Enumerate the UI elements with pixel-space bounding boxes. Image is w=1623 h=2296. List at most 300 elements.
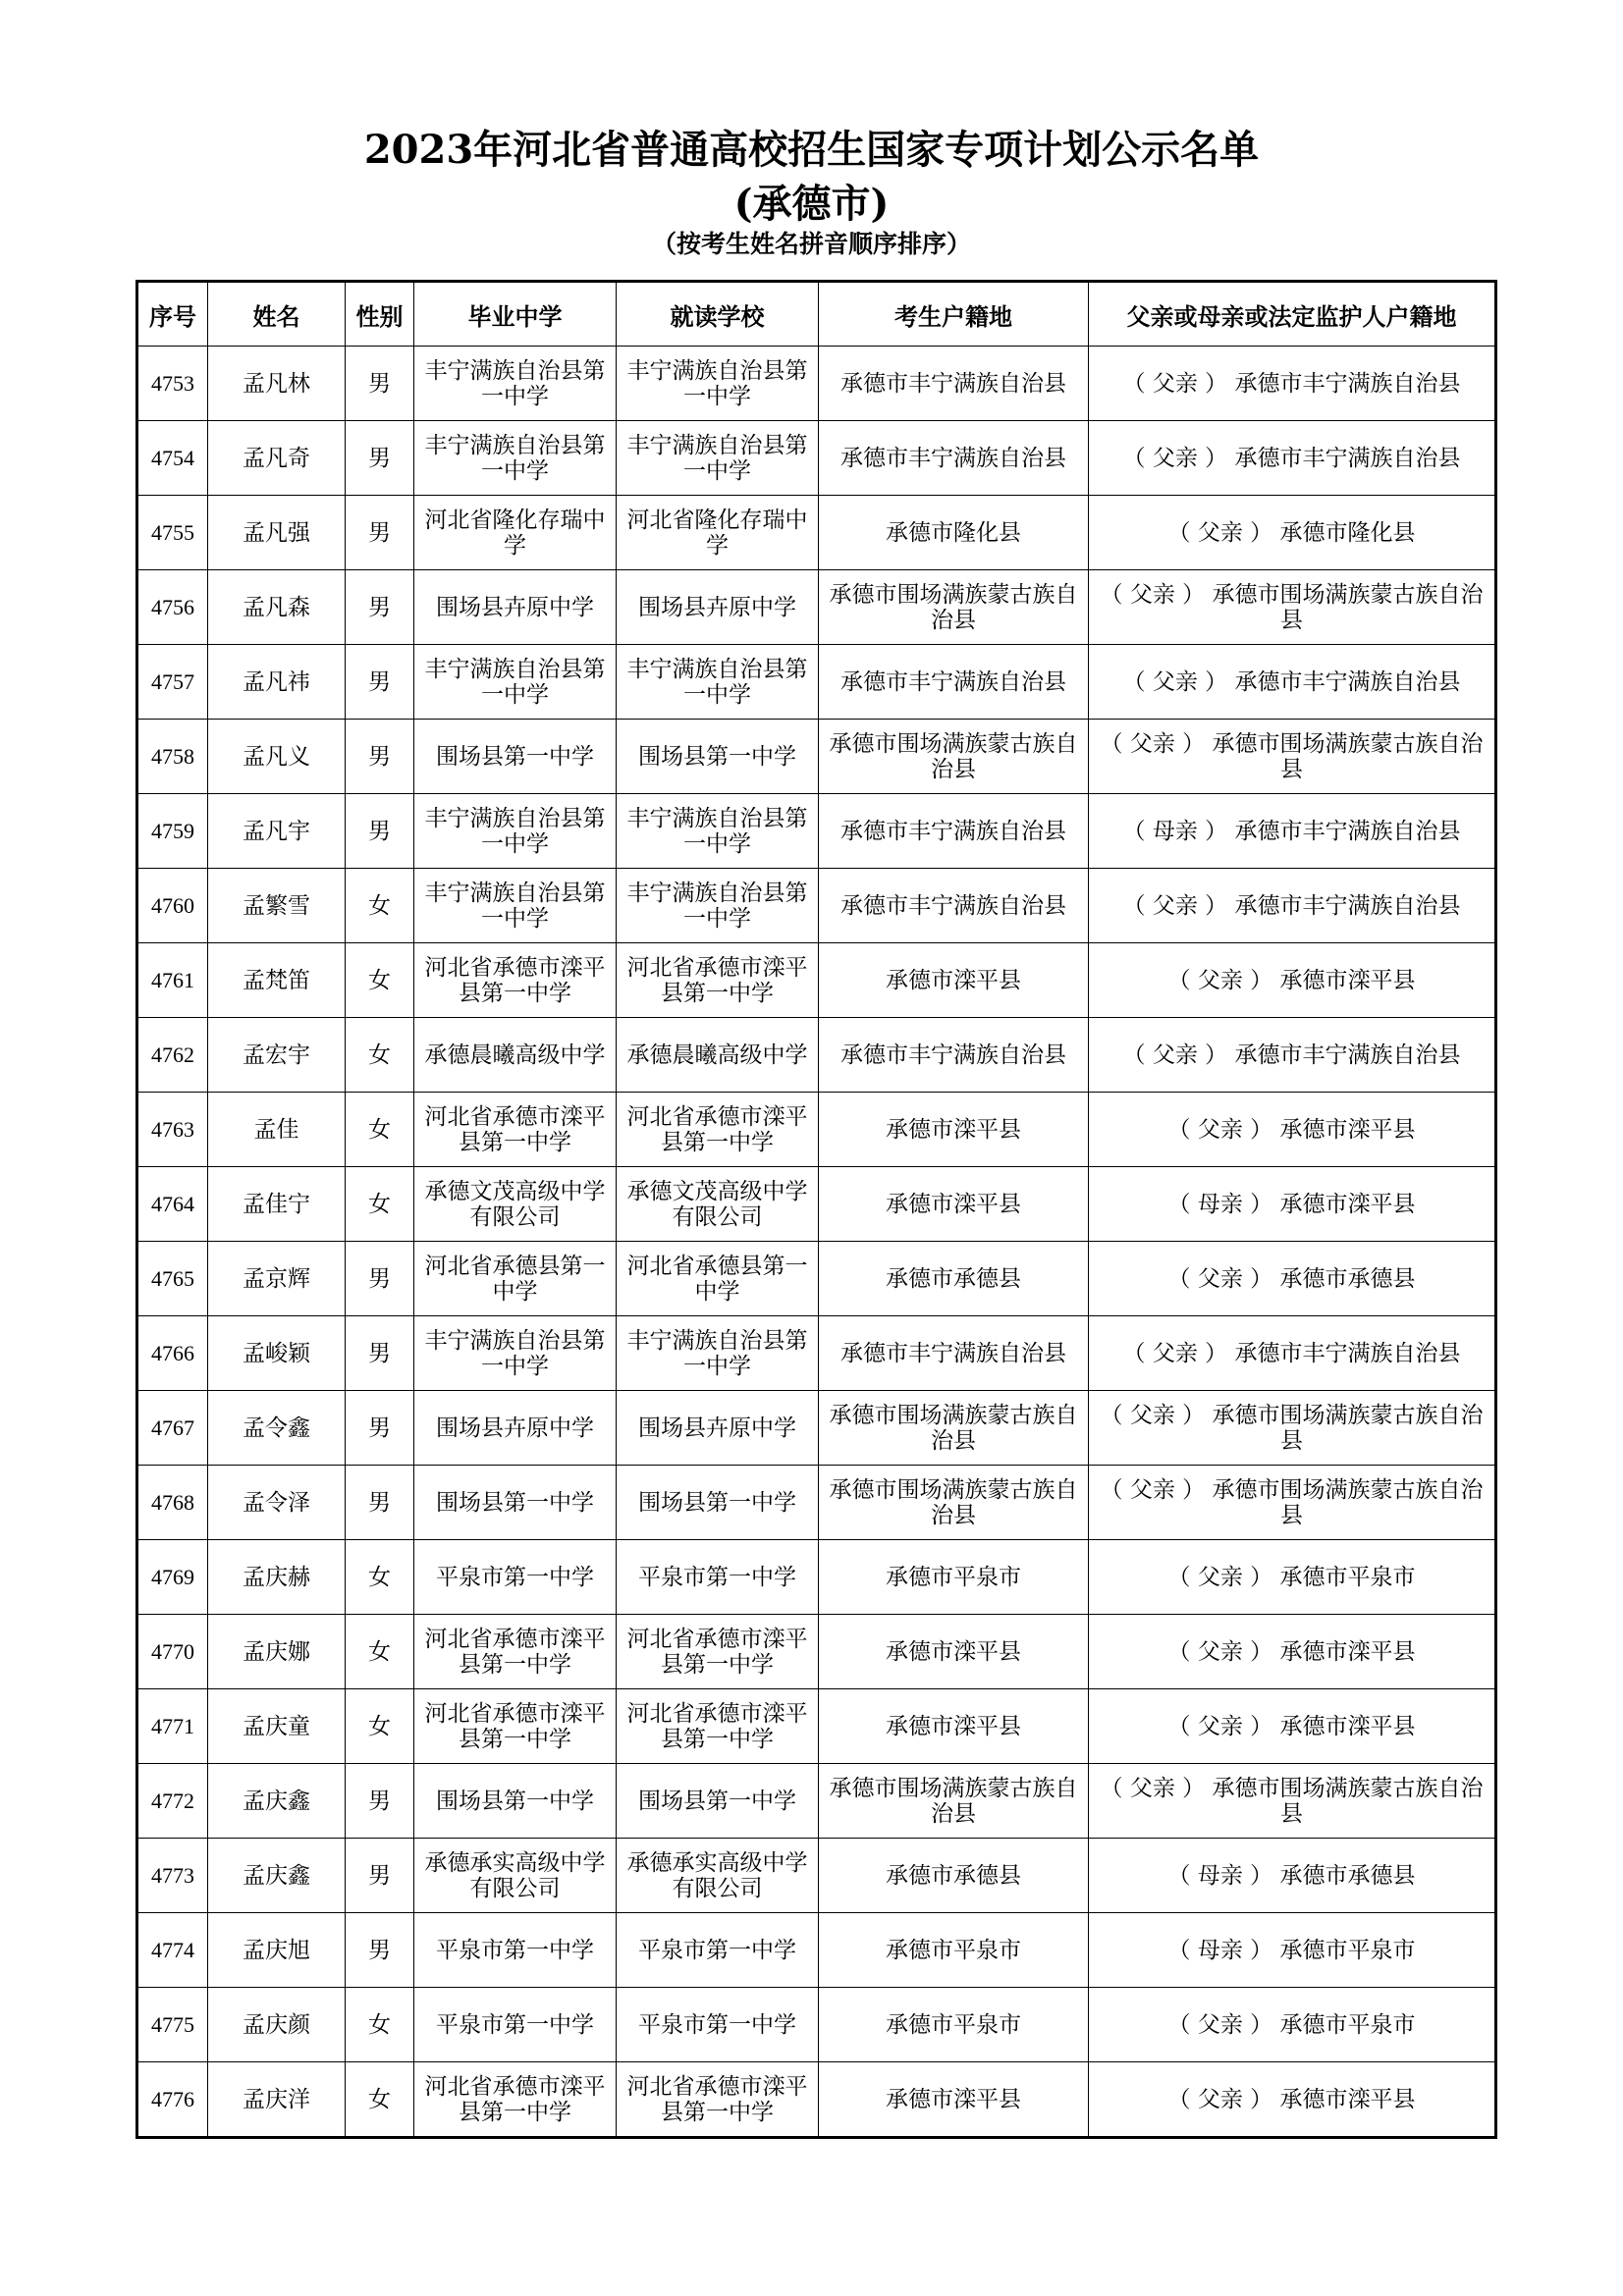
name-cell <box>208 1764 346 1839</box>
serial-cell <box>137 1316 208 1391</box>
column-header-guardian-hukou: 父亲或母亲或法定监护人户籍地 <box>1089 282 1496 347</box>
student-hukou-cell <box>819 794 1089 869</box>
name-cell <box>208 1988 346 2062</box>
serial-cell <box>137 794 208 869</box>
name-cell <box>208 1018 346 1093</box>
column-header-gender: 性别 <box>346 282 414 347</box>
current-school-cell <box>617 347 819 421</box>
table-row <box>137 570 1496 645</box>
guardian-hukou-cell-text: （ 父亲 ） 承德市丰宁满族自治县 <box>1122 1340 1461 1366</box>
table-row <box>137 1913 1496 1988</box>
table-row <box>137 1540 1496 1615</box>
guardian-hukou-cell <box>1089 645 1496 720</box>
graduation-school-cell <box>414 1764 617 1839</box>
name-cell <box>208 1316 346 1391</box>
student-hukou-cell-text: 承德市围场满族蒙古族自治县 <box>829 730 1078 782</box>
serial-cell <box>137 943 208 1018</box>
guardian-hukou-cell-text: （ 父亲 ） 承德市围场满族蒙古族自治县 <box>1100 1476 1484 1528</box>
name-cell-text: 孟凡奇 <box>243 445 310 471</box>
graduation-school-cell-text: 河北省承德县第一中学 <box>424 1253 606 1305</box>
graduation-school-cell-text: 平泉市第一中学 <box>436 2011 594 2038</box>
name-cell <box>208 1689 346 1764</box>
graduation-school-cell-text: 河北省承德市滦平县第一中学 <box>424 1626 606 1678</box>
name-cell-text: 孟庆娜 <box>243 1638 310 1665</box>
graduation-school-cell-text: 平泉市第一中学 <box>436 1937 594 1963</box>
table-row <box>137 1839 1496 1913</box>
gender-cell <box>346 421 414 496</box>
current-school-cell-text: 围场县第一中学 <box>638 1489 796 1516</box>
guardian-hukou-cell-text: （ 父亲 ） 承德市围场满族蒙古族自治县 <box>1100 1402 1484 1454</box>
gender-cell-text: 女 <box>368 2011 391 2038</box>
name-cell <box>208 645 346 720</box>
graduation-school-cell <box>414 1466 617 1540</box>
serial-cell-text: 4758 <box>151 743 194 769</box>
graduation-school-cell <box>414 1615 617 1689</box>
serial-cell-text: 4766 <box>151 1340 194 1365</box>
table-header-row <box>137 282 1496 347</box>
current-school-cell <box>617 645 819 720</box>
graduation-school-cell-text: 丰宁满族自治县第一中学 <box>424 805 606 857</box>
name-cell-text: 孟庆童 <box>243 1713 310 1739</box>
student-hukou-cell <box>819 1167 1089 1242</box>
current-school-cell-text: 承德晨曦高级中学 <box>626 1041 808 1068</box>
student-hukou-cell-text: 承德市丰宁满族自治县 <box>840 1340 1066 1366</box>
current-school-cell <box>617 869 819 943</box>
guardian-hukou-cell-text: （ 父亲 ） 承德市围场满族蒙古族自治县 <box>1100 1775 1484 1827</box>
guardian-hukou-cell-text: （ 父亲 ） 承德市滦平县 <box>1167 967 1416 993</box>
gender-cell-text: 女 <box>368 1116 391 1143</box>
student-hukou-cell <box>819 1316 1089 1391</box>
serial-cell-text: 4757 <box>151 668 194 694</box>
name-cell <box>208 1391 346 1466</box>
table-row <box>137 943 1496 1018</box>
serial-cell-text: 4760 <box>151 892 194 918</box>
current-school-cell <box>617 1839 819 1913</box>
gender-cell <box>346 1316 414 1391</box>
graduation-school-cell <box>414 1093 617 1167</box>
name-cell-text: 孟宏宇 <box>243 1041 310 1068</box>
student-hukou-cell <box>819 1093 1089 1167</box>
serial-cell <box>137 1913 208 1988</box>
serial-cell <box>137 1391 208 1466</box>
guardian-hukou-cell-text: （ 父亲 ） 承德市丰宁满族自治县 <box>1122 668 1461 695</box>
graduation-school-cell <box>414 1540 617 1615</box>
guardian-hukou-cell <box>1089 570 1496 645</box>
table-body <box>137 347 1496 2138</box>
student-hukou-cell <box>819 869 1089 943</box>
guardian-hukou-cell <box>1089 1167 1496 1242</box>
guardian-hukou-cell <box>1089 794 1496 869</box>
current-school-cell-text: 丰宁满族自治县第一中学 <box>626 880 808 932</box>
serial-cell-text: 4761 <box>151 967 194 992</box>
guardian-hukou-cell-text: （ 父亲 ） 承德市滦平县 <box>1167 2086 1416 2112</box>
graduation-school-cell-text: 围场县卉原中学 <box>436 594 594 620</box>
current-school-cell-text: 平泉市第一中学 <box>638 1564 796 1590</box>
gender-cell-text: 男 <box>368 1489 391 1516</box>
graduation-school-cell-text: 围场县第一中学 <box>436 1788 594 1814</box>
gender-cell-text: 女 <box>368 1191 391 1217</box>
column-header-student-hukou: 考生户籍地 <box>819 282 1089 347</box>
gender-cell-text: 女 <box>368 1713 391 1739</box>
serial-cell <box>137 347 208 421</box>
serial-cell-text: 4762 <box>151 1041 194 1067</box>
guardian-hukou-cell <box>1089 1764 1496 1839</box>
current-school-cell-text: 承德承实高级中学有限公司 <box>626 1849 808 1901</box>
guardian-hukou-cell-text: （ 母亲 ） 承德市丰宁满族自治县 <box>1122 818 1461 844</box>
current-school-cell <box>617 1391 819 1466</box>
student-hukou-cell <box>819 1540 1089 1615</box>
graduation-school-cell-text: 河北省隆化存瑞中学 <box>424 507 606 559</box>
gender-cell <box>346 1093 414 1167</box>
guardian-hukou-cell-text: （ 父亲 ） 承德市滦平县 <box>1167 1713 1416 1739</box>
serial-cell <box>137 1764 208 1839</box>
name-cell <box>208 1913 346 1988</box>
gender-cell <box>346 2062 414 2138</box>
serial-cell-text: 4764 <box>151 1191 194 1216</box>
graduation-school-cell-text: 围场县第一中学 <box>436 1489 594 1516</box>
table-row <box>137 1764 1496 1839</box>
graduation-school-cell-text: 围场县第一中学 <box>436 743 594 770</box>
graduation-school-cell <box>414 421 617 496</box>
current-school-cell <box>617 1018 819 1093</box>
serial-cell <box>137 1988 208 2062</box>
guardian-hukou-cell-text: （ 母亲 ） 承德市平泉市 <box>1167 1937 1416 1963</box>
current-school-cell <box>617 2062 819 2138</box>
column-header-name: 姓名 <box>208 282 346 347</box>
name-cell <box>208 794 346 869</box>
student-hukou-cell-text: 承德市丰宁满族自治县 <box>840 1041 1066 1068</box>
student-hukou-cell-text: 承德市滦平县 <box>886 967 1021 993</box>
current-school-cell-text: 围场县第一中学 <box>638 743 796 770</box>
graduation-school-cell-text: 丰宁满族自治县第一中学 <box>424 357 606 409</box>
student-hukou-cell-text: 承德市滦平县 <box>886 2086 1021 2112</box>
gender-cell <box>346 720 414 794</box>
name-cell <box>208 1167 346 1242</box>
graduation-school-cell <box>414 869 617 943</box>
table-row <box>137 2062 1496 2138</box>
name-cell-text: 孟凡义 <box>243 743 310 770</box>
student-hukou-cell <box>819 1689 1089 1764</box>
gender-cell-text: 男 <box>368 445 391 471</box>
student-hukou-cell <box>819 570 1089 645</box>
name-cell-text: 孟庆颜 <box>243 2011 310 2038</box>
student-list-table <box>135 280 1497 2139</box>
gender-cell-text: 男 <box>368 1340 391 1366</box>
name-cell <box>208 1242 346 1316</box>
gender-cell-text: 女 <box>368 892 391 919</box>
guardian-hukou-cell <box>1089 869 1496 943</box>
table-row <box>137 421 1496 496</box>
serial-cell-text: 4771 <box>151 1713 194 1738</box>
current-school-cell-text: 河北省承德市滦平县第一中学 <box>626 1700 808 1752</box>
serial-cell <box>137 1018 208 1093</box>
gender-cell-text: 男 <box>368 668 391 695</box>
table-row <box>137 1167 1496 1242</box>
name-cell-text: 孟令泽 <box>243 1489 310 1516</box>
graduation-school-cell-text: 河北省承德市滦平县第一中学 <box>424 954 606 1006</box>
gender-cell-text: 男 <box>368 1788 391 1814</box>
guardian-hukou-cell-text: （ 父亲 ） 承德市平泉市 <box>1167 2011 1416 2038</box>
gender-cell <box>346 1913 414 1988</box>
name-cell-text: 孟庆鑫 <box>243 1862 310 1889</box>
graduation-school-cell <box>414 720 617 794</box>
graduation-school-cell <box>414 1018 617 1093</box>
serial-cell-text: 4767 <box>151 1415 194 1440</box>
table-row <box>137 1988 1496 2062</box>
current-school-cell <box>617 421 819 496</box>
current-school-cell <box>617 1988 819 2062</box>
gender-cell-text: 女 <box>368 2086 391 2112</box>
column-header-current-school: 就读学校 <box>617 282 819 347</box>
gender-cell <box>346 1615 414 1689</box>
guardian-hukou-cell <box>1089 1018 1496 1093</box>
graduation-school-cell-text: 河北省承德市滦平县第一中学 <box>424 1103 606 1155</box>
student-hukou-cell <box>819 720 1089 794</box>
serial-cell-text: 4774 <box>151 1937 194 1962</box>
name-cell-text: 孟佳宁 <box>243 1191 310 1217</box>
gender-cell <box>346 1242 414 1316</box>
table-row <box>137 1242 1496 1316</box>
graduation-school-cell-text: 丰宁满族自治县第一中学 <box>424 1327 606 1379</box>
name-cell-text: 孟梵笛 <box>243 967 310 993</box>
graduation-school-cell-text: 河北省承德市滦平县第一中学 <box>424 2073 606 2125</box>
gender-cell-text: 男 <box>368 818 391 844</box>
guardian-hukou-cell-text: （ 父亲 ） 承德市围场满族蒙古族自治县 <box>1100 730 1484 782</box>
gender-cell-text: 男 <box>368 743 391 770</box>
serial-cell-text: 4765 <box>151 1265 194 1291</box>
student-hukou-cell-text: 承德市隆化县 <box>886 519 1021 546</box>
name-cell <box>208 1093 346 1167</box>
student-hukou-cell <box>819 347 1089 421</box>
graduation-school-cell <box>414 347 617 421</box>
serial-cell <box>137 1689 208 1764</box>
student-hukou-cell <box>819 1466 1089 1540</box>
gender-cell-text: 男 <box>368 1937 391 1963</box>
graduation-school-cell <box>414 570 617 645</box>
graduation-school-cell-text: 丰宁满族自治县第一中学 <box>424 432 606 484</box>
current-school-cell-text: 平泉市第一中学 <box>638 2011 796 2038</box>
name-cell-text: 孟凡强 <box>243 519 310 546</box>
gender-cell-text: 男 <box>368 1862 391 1889</box>
graduation-school-cell <box>414 496 617 570</box>
current-school-cell <box>617 496 819 570</box>
gender-cell <box>346 1018 414 1093</box>
student-hukou-cell <box>819 1242 1089 1316</box>
gender-cell <box>346 1988 414 2062</box>
student-hukou-cell <box>819 1391 1089 1466</box>
serial-cell-text: 4753 <box>151 370 194 396</box>
table-row <box>137 720 1496 794</box>
gender-cell <box>346 1167 414 1242</box>
serial-cell <box>137 1615 208 1689</box>
guardian-hukou-cell <box>1089 1615 1496 1689</box>
name-cell-text: 孟令鑫 <box>243 1415 310 1441</box>
graduation-school-cell-text: 围场县卉原中学 <box>436 1415 594 1441</box>
student-hukou-cell <box>819 645 1089 720</box>
serial-cell-text: 4754 <box>151 445 194 470</box>
guardian-hukou-cell-text: （ 父亲 ） 承德市丰宁满族自治县 <box>1122 445 1461 471</box>
table-row <box>137 645 1496 720</box>
name-cell <box>208 347 346 421</box>
serial-cell <box>137 2062 208 2138</box>
current-school-cell-text: 丰宁满族自治县第一中学 <box>626 432 808 484</box>
student-hukou-cell-text: 承德市承德县 <box>886 1862 1021 1889</box>
current-school-cell <box>617 570 819 645</box>
guardian-hukou-cell-text: （ 母亲 ） 承德市滦平县 <box>1167 1191 1416 1217</box>
student-hukou-cell-text: 承德市滦平县 <box>886 1191 1021 1217</box>
student-hukou-cell-text: 承德市平泉市 <box>886 1564 1021 1590</box>
student-hukou-cell <box>819 1913 1089 1988</box>
guardian-hukou-cell-text: （ 父亲 ） 承德市丰宁满族自治县 <box>1122 892 1461 919</box>
serial-cell-text: 4775 <box>151 2011 194 2037</box>
student-hukou-cell-text: 承德市围场满族蒙古族自治县 <box>829 1775 1078 1827</box>
column-header-serial: 序号 <box>137 282 208 347</box>
serial-cell-text: 4776 <box>151 2086 194 2111</box>
current-school-cell-text: 河北省承德市滦平县第一中学 <box>626 1103 808 1155</box>
graduation-school-cell <box>414 645 617 720</box>
name-cell-text: 孟凡宇 <box>243 818 310 844</box>
guardian-hukou-cell <box>1089 1391 1496 1466</box>
page-title: 2023年河北省普通高校招生国家专项计划公示名单 <box>363 127 1260 173</box>
current-school-cell-text: 围场县卉原中学 <box>638 594 796 620</box>
student-hukou-cell <box>819 1018 1089 1093</box>
student-hukou-cell <box>819 1988 1089 2062</box>
current-school-cell-text: 河北省承德县第一中学 <box>626 1253 808 1305</box>
graduation-school-cell-text: 丰宁满族自治县第一中学 <box>424 880 606 932</box>
current-school-cell-text: 河北省承德市滦平县第一中学 <box>626 954 808 1006</box>
city-subtitle: (承德市) <box>733 181 890 227</box>
table-row <box>137 496 1496 570</box>
graduation-school-cell <box>414 1689 617 1764</box>
guardian-hukou-cell-text: （ 父亲 ） 承德市滦平县 <box>1167 1638 1416 1665</box>
student-hukou-cell <box>819 496 1089 570</box>
column-header-graduation-school: 毕业中学 <box>414 282 617 347</box>
gender-cell <box>346 869 414 943</box>
gender-cell-text: 女 <box>368 1041 391 1068</box>
gender-cell <box>346 1839 414 1913</box>
serial-cell <box>137 645 208 720</box>
gender-cell-text: 女 <box>368 1638 391 1665</box>
sort-order-note: （按考生姓名拼音顺序排序） <box>651 230 971 258</box>
table-row <box>137 869 1496 943</box>
name-cell-text: 孟庆赫 <box>243 1564 310 1590</box>
student-hukou-cell-text: 承德市平泉市 <box>886 2011 1021 2038</box>
serial-cell <box>137 1466 208 1540</box>
guardian-hukou-cell <box>1089 1316 1496 1391</box>
graduation-school-cell <box>414 2062 617 2138</box>
gender-cell-text: 男 <box>368 1415 391 1441</box>
serial-cell-text: 4773 <box>151 1862 194 1888</box>
table-row <box>137 1615 1496 1689</box>
table-row <box>137 1316 1496 1391</box>
gender-cell-text: 男 <box>368 519 391 546</box>
serial-cell-text: 4759 <box>151 818 194 843</box>
student-hukou-cell <box>819 421 1089 496</box>
guardian-hukou-cell-text: （ 父亲 ） 承德市丰宁满族自治县 <box>1122 1041 1461 1068</box>
guardian-hukou-cell-text: （ 父亲 ） 承德市围场满族蒙古族自治县 <box>1100 581 1484 633</box>
guardian-hukou-cell <box>1089 2062 1496 2138</box>
name-cell <box>208 720 346 794</box>
guardian-hukou-cell <box>1089 1242 1496 1316</box>
name-cell-text: 孟凡林 <box>243 370 310 397</box>
student-hukou-cell-text: 承德市滦平县 <box>886 1713 1021 1739</box>
guardian-hukou-cell <box>1089 943 1496 1018</box>
guardian-hukou-cell <box>1089 1913 1496 1988</box>
guardian-hukou-cell <box>1089 1466 1496 1540</box>
current-school-cell-text: 丰宁满族自治县第一中学 <box>626 805 808 857</box>
serial-cell <box>137 1093 208 1167</box>
guardian-hukou-cell-text: （ 父亲 ） 承德市承德县 <box>1167 1265 1416 1292</box>
current-school-cell <box>617 1689 819 1764</box>
name-cell <box>208 570 346 645</box>
guardian-hukou-cell <box>1089 1540 1496 1615</box>
student-hukou-cell-text: 承德市滦平县 <box>886 1638 1021 1665</box>
current-school-cell <box>617 1242 819 1316</box>
graduation-school-cell <box>414 1316 617 1391</box>
current-school-cell-text: 河北省承德市滦平县第一中学 <box>626 1626 808 1678</box>
current-school-cell <box>617 1167 819 1242</box>
current-school-cell <box>617 1316 819 1391</box>
current-school-cell-text: 承德文茂高级中学有限公司 <box>626 1178 808 1230</box>
guardian-hukou-cell-text: （ 父亲 ） 承德市丰宁满族自治县 <box>1122 370 1461 397</box>
table-row <box>137 794 1496 869</box>
student-hukou-cell-text: 承德市丰宁满族自治县 <box>840 892 1066 919</box>
current-school-cell-text: 丰宁满族自治县第一中学 <box>626 656 808 708</box>
gender-cell-text: 女 <box>368 1564 391 1590</box>
guardian-hukou-cell <box>1089 1689 1496 1764</box>
guardian-hukou-cell <box>1089 720 1496 794</box>
table-row <box>137 347 1496 421</box>
serial-cell-text: 4769 <box>151 1564 194 1589</box>
gender-cell <box>346 794 414 869</box>
guardian-hukou-cell <box>1089 347 1496 421</box>
gender-cell <box>346 943 414 1018</box>
current-school-cell-text: 丰宁满族自治县第一中学 <box>626 357 808 409</box>
name-cell <box>208 2062 346 2138</box>
graduation-school-cell-text: 承德承实高级中学有限公司 <box>424 1849 606 1901</box>
graduation-school-cell-text: 丰宁满族自治县第一中学 <box>424 656 606 708</box>
table-row <box>137 1391 1496 1466</box>
gender-cell <box>346 347 414 421</box>
gender-cell-text: 男 <box>368 370 391 397</box>
name-cell-text: 孟峻颖 <box>243 1340 310 1366</box>
name-cell <box>208 1839 346 1913</box>
student-hukou-cell-text: 承德市丰宁满族自治县 <box>840 445 1066 471</box>
serial-cell <box>137 1167 208 1242</box>
student-hukou-cell <box>819 1839 1089 1913</box>
gender-cell <box>346 1391 414 1466</box>
serial-cell <box>137 496 208 570</box>
guardian-hukou-cell-text: （ 母亲 ） 承德市承德县 <box>1167 1862 1416 1889</box>
name-cell <box>208 421 346 496</box>
serial-cell <box>137 720 208 794</box>
name-cell <box>208 1466 346 1540</box>
name-cell-text: 孟京辉 <box>243 1265 310 1292</box>
name-cell <box>208 869 346 943</box>
student-hukou-cell-text: 承德市滦平县 <box>886 1116 1021 1143</box>
current-school-cell <box>617 943 819 1018</box>
guardian-hukou-cell <box>1089 496 1496 570</box>
table-row <box>137 1093 1496 1167</box>
serial-cell <box>137 421 208 496</box>
graduation-school-cell-text: 河北省承德市滦平县第一中学 <box>424 1700 606 1752</box>
current-school-cell-text: 河北省隆化存瑞中学 <box>626 507 808 559</box>
graduation-school-cell-text: 承德文茂高级中学有限公司 <box>424 1178 606 1230</box>
gender-cell <box>346 1764 414 1839</box>
gender-cell <box>346 1466 414 1540</box>
student-hukou-cell-text: 承德市围场满族蒙古族自治县 <box>829 1402 1078 1454</box>
serial-cell-text: 4755 <box>151 519 194 545</box>
